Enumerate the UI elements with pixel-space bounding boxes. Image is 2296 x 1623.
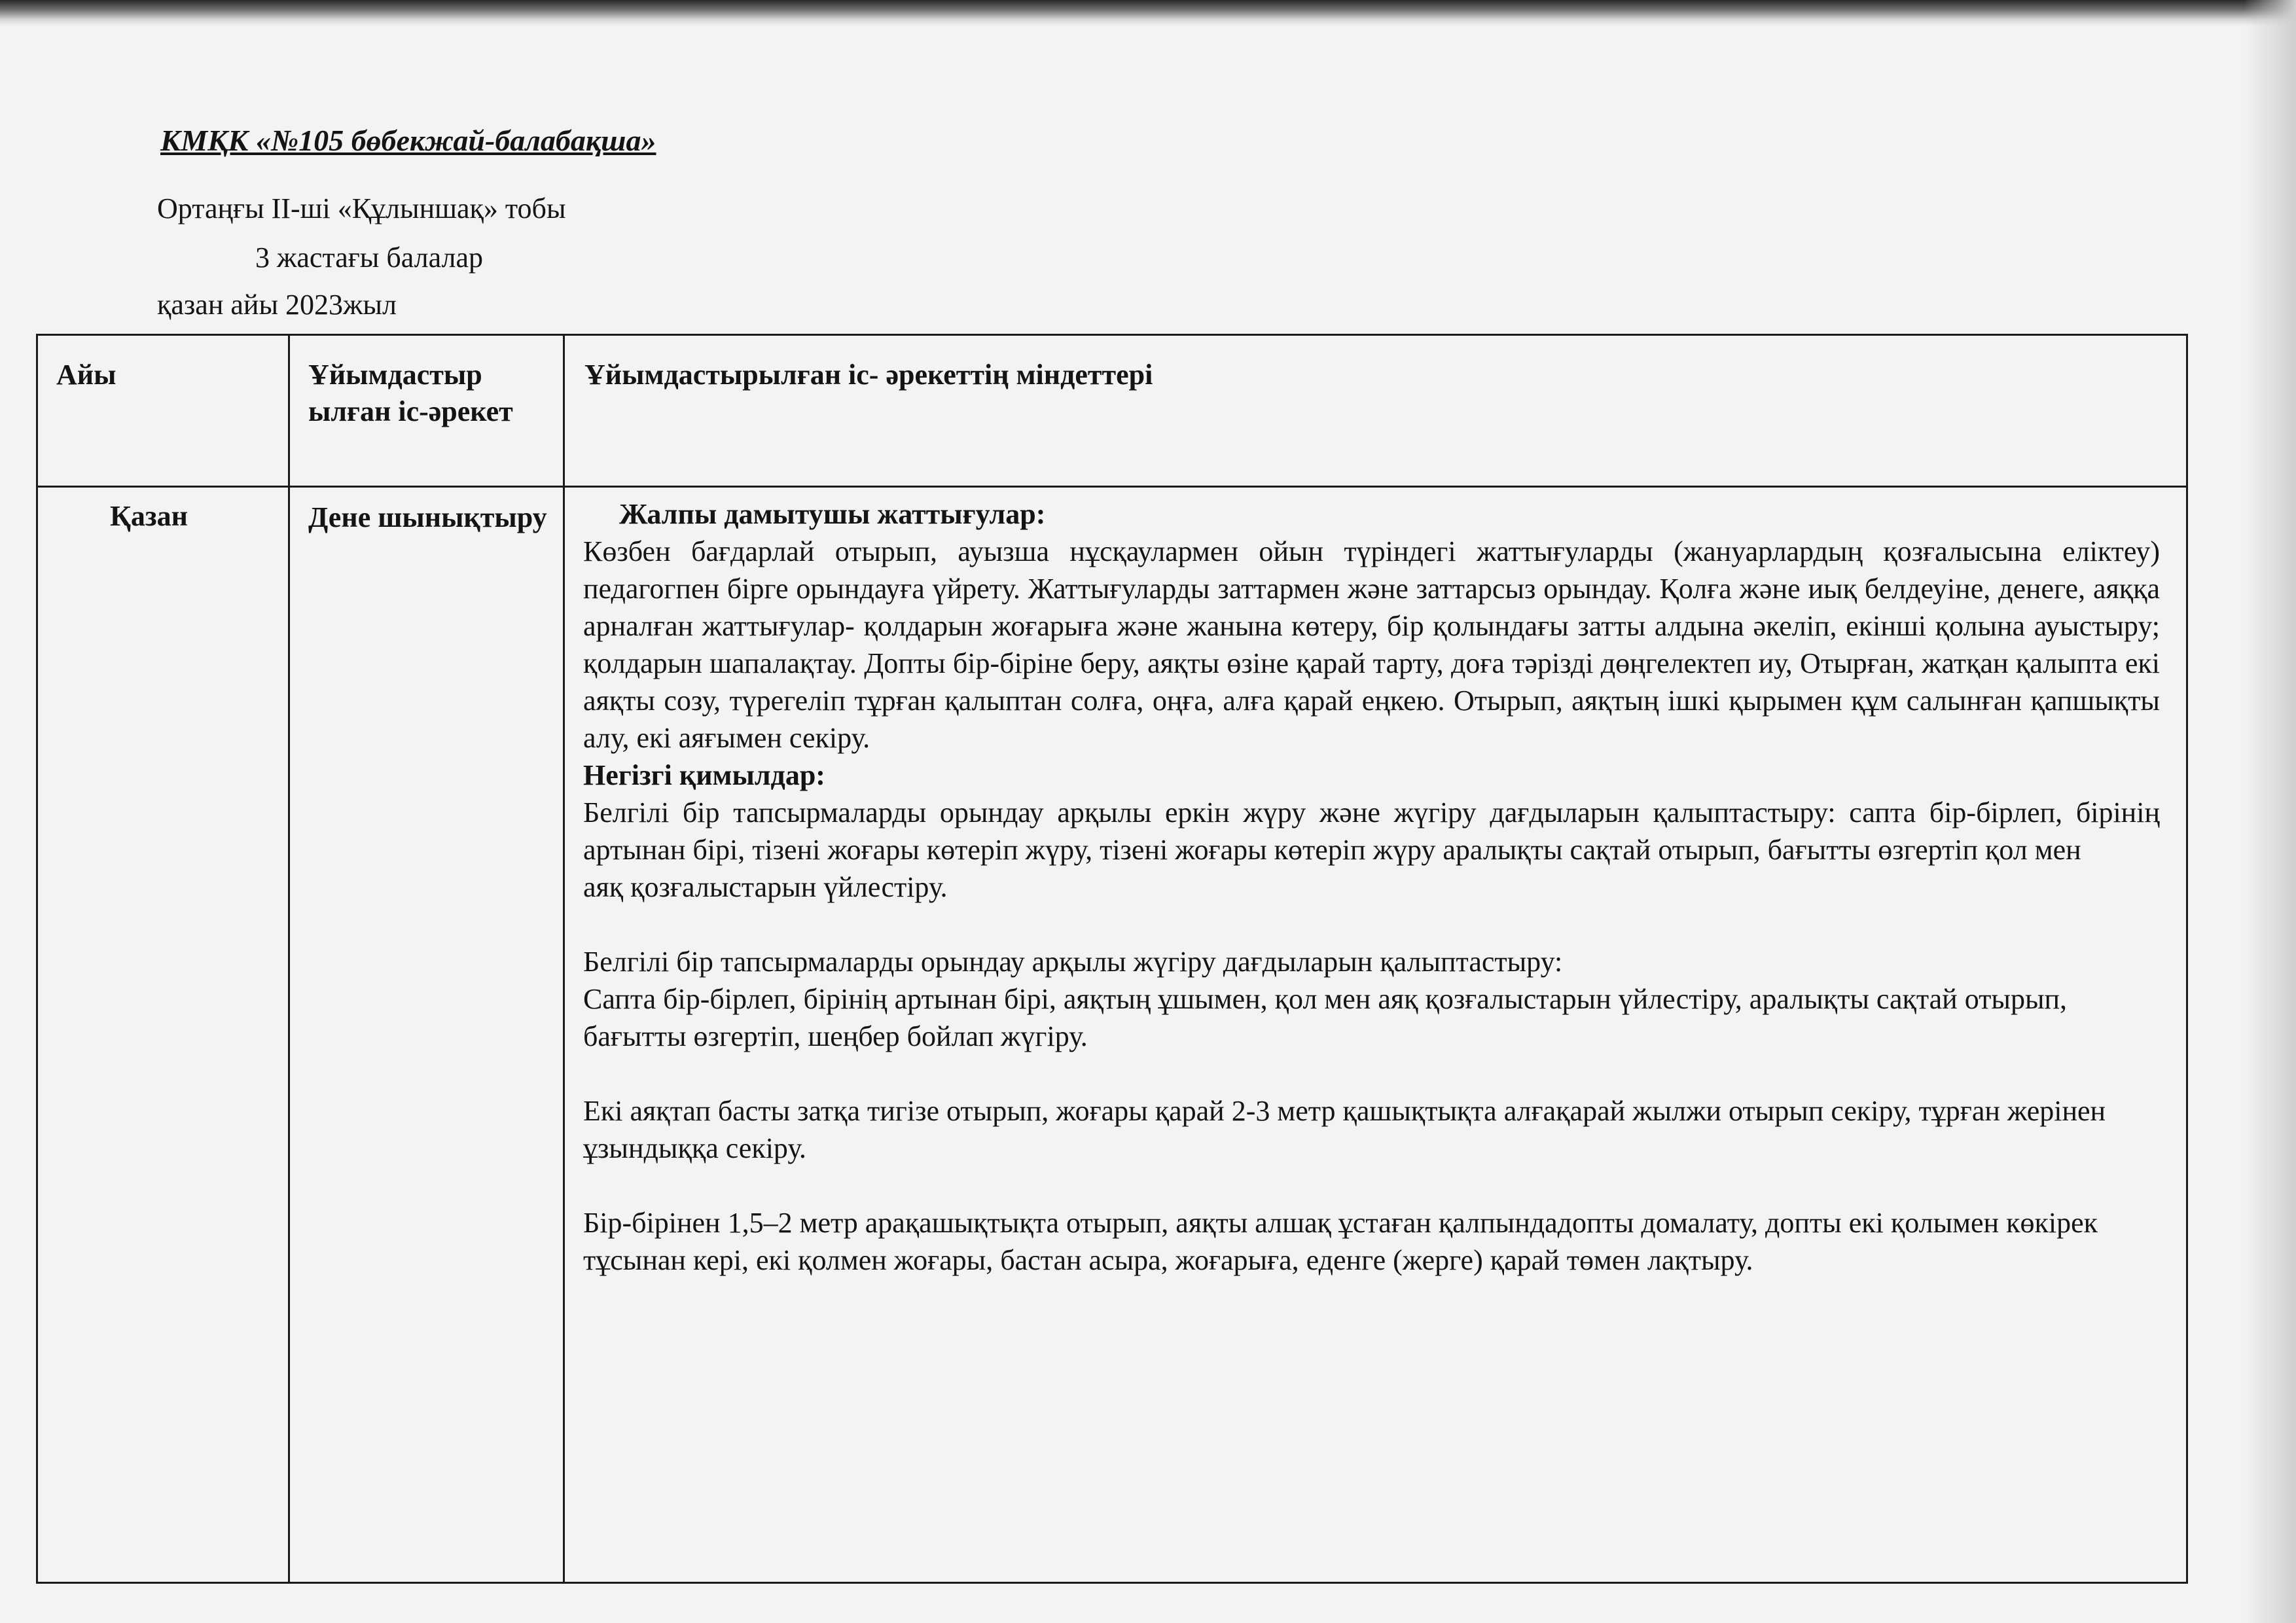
cell-tasks: [564, 487, 2187, 1583]
basic-movements-text-4: Бір-бірінен 1,5–2 метр арақашықтықта отырып, аяқты алшақ ұстаған қалпындадопты домалату, допты екі қолымен көкірек тұсынан кері, екі қолмен жоғары, бастан асыра, жоғарыға, еденге (жерге) қарай төмен лақтыру.: [583, 1207, 2098, 1276]
plan-date: қазан айы 2023жыл: [157, 289, 397, 321]
basic-movements-text-2a: Белгілі бір тапсырмаларды орындау арқылы жүгіру дағдыларын қалыптастыру:: [583, 946, 1563, 978]
general-exercises-heading: Жалпы дамытушы жаттығулар:: [619, 498, 1046, 530]
basic-movements-heading: Негізгі қимылдар:: [583, 759, 825, 791]
month-value: Қазан: [110, 500, 188, 532]
basic-movements-text-1: Белгілі бір тапсырмаларды орындау арқылы еркін жүру және жүгіру дағдыларын қалыптастыру: сапта бір-бірлеп, бірінің артынан бірі, тізені жоғары көтеріп жүру, тізені жоғары көтеріп жүру аралықты сақтай отырып, бағытты өзгертіп қол мен: [583, 796, 2160, 866]
header-cell-tasks: [564, 335, 2187, 487]
scan-edge-right: [2244, 0, 2296, 1623]
header-tasks: Ұйымдастырылған іс- әрекеттің міндеттері: [584, 359, 1153, 391]
activity-value: Дене шынықтыру: [308, 501, 547, 533]
basic-movements-text-3: Екі аяқтап басты затқа тигізе отырып, жоғары қарай 2-3 метр қашықтықта алғақарай жылжи отырып секіру, тұрған жерінен ұзындыққа секіру.: [583, 1095, 2106, 1164]
spacer: [583, 1167, 2160, 1204]
basic-movements-text-2b: Сапта бір-бірлеп, бірінің артынан бірі, аяқтың ұшымен, қол мен аяқ қозғалыстарын үйлестіру, аралықты сақтай отырып, бағытты өзгертіп, шеңбер бойлап жүгіру.: [583, 983, 2068, 1052]
header-month: Айы: [56, 359, 117, 391]
table-header-row: [37, 335, 2187, 487]
header-activity: Ұйымдастыр ылған іс-әрекет: [308, 359, 513, 427]
tasks-content: [565, 488, 2186, 1279]
scan-edge-top: [0, 0, 2296, 26]
age-group: 3 жастағы балалар: [255, 241, 484, 274]
general-exercises-text: Көзбен бағдарлай отырып, ауызша нұсқаулармен ойын түріндегі жаттығуларды (жануарлардың қозғалысына еліктеу) педагогпен бірге орындауға үйрету. Жаттығуларды заттармен және заттарсыз орындау. Қолға және иық белдеуіне, денеге, аяққа арналған жаттығулар- қолдарын жоғарыға және жанына көтеру, бір қолындағы затты алдына әкеліп, екінші қолына ауыстыру; қолдарын шапалақтау. Допты бір-біріне беру, аяқты өзіне қарай тарту, доға тәрізді дөңгелектеп иу, Отырған, жатқан қалыпта екі аяқты созу, түрегеліп тұрған қалыптан солға, оңға, алға қарай еңкею. Отырып, аяқтың ішкі қырымен құм салынған қапшықты алу, екі аяғымен секіру.: [583, 535, 2160, 754]
organization-title: КМҚК «№105 бөбекжай-балабақша»: [160, 124, 656, 157]
cell-activity: [289, 487, 564, 1583]
spacer: [583, 1055, 2160, 1092]
cell-month: [37, 487, 289, 1583]
group-name: Ортаңғы ІІ-ші «Құлыншақ» тобы: [157, 192, 566, 224]
header-cell-activity: [289, 335, 564, 487]
spacer: [583, 906, 2160, 943]
header-cell-month: [37, 335, 289, 487]
basic-movements-text-1b: аяқ қозғалыстарын үйлестіру.: [583, 871, 948, 903]
table-row: [37, 487, 2187, 1583]
plan-table: [36, 334, 2188, 1584]
